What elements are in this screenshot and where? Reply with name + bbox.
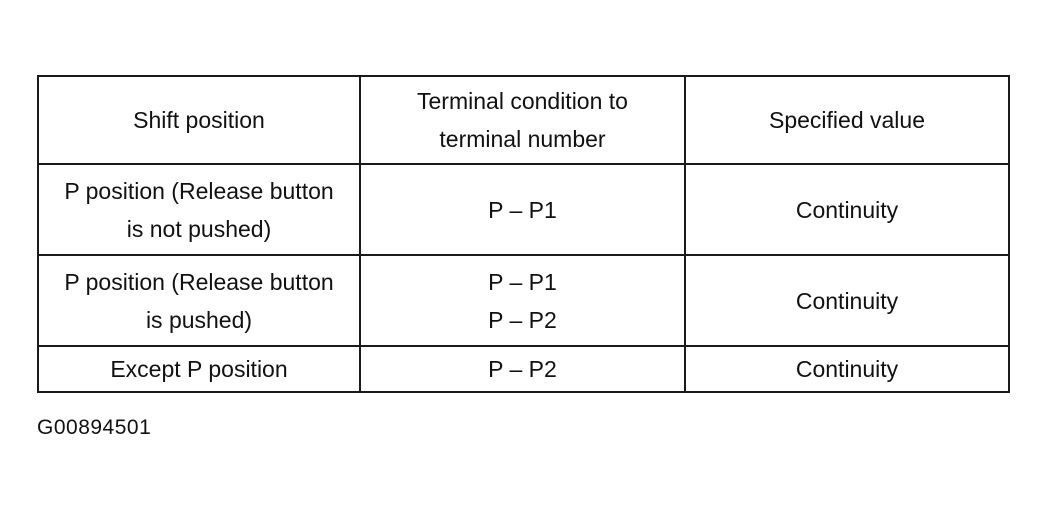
cell-value xyxy=(685,346,1009,392)
table-row xyxy=(38,255,1009,346)
cell-value-label: Continuity xyxy=(795,287,899,314)
cell-shift-line2: is pushed) xyxy=(145,306,253,333)
cell-value xyxy=(685,164,1009,255)
cell-value-label: Continuity xyxy=(795,196,899,223)
cell-value-label: Continuity xyxy=(795,356,899,382)
cell-terminal xyxy=(360,255,685,346)
cell-terminal xyxy=(360,164,685,255)
header-shift-position xyxy=(38,76,360,164)
cell-terminal xyxy=(360,346,685,392)
cell-shift-position xyxy=(38,346,360,392)
cell-shift-line1: Except P position xyxy=(110,356,288,382)
spec-table xyxy=(37,75,1010,393)
cell-shift-position xyxy=(38,255,360,346)
cell-value xyxy=(685,255,1009,346)
cell-shift-line2: is not pushed) xyxy=(126,215,272,242)
table-row xyxy=(38,346,1009,392)
header-terminal-line1: Terminal condition to xyxy=(417,88,628,114)
header-terminal-line2: terminal number xyxy=(439,126,606,152)
table-row xyxy=(38,164,1009,255)
cell-shift-line1: P position (Release button xyxy=(64,268,334,295)
header-terminal-condition xyxy=(360,76,685,164)
cell-shift-line1: P position (Release button xyxy=(64,177,334,204)
cell-terminal-line2: P – P2 xyxy=(488,306,557,333)
table-header-row xyxy=(38,76,1009,164)
figure-id: G00894501 xyxy=(37,416,152,439)
header-shift-position-label: Shift position xyxy=(133,107,265,133)
cell-terminal-line1: P – P1 xyxy=(488,196,557,223)
header-specified-value-label: Specified value xyxy=(769,107,925,133)
header-specified-value xyxy=(685,76,1009,164)
cell-shift-position xyxy=(38,164,360,255)
cell-terminal-line1: P – P2 xyxy=(488,356,557,382)
cell-terminal-line1: P – P1 xyxy=(488,268,557,295)
